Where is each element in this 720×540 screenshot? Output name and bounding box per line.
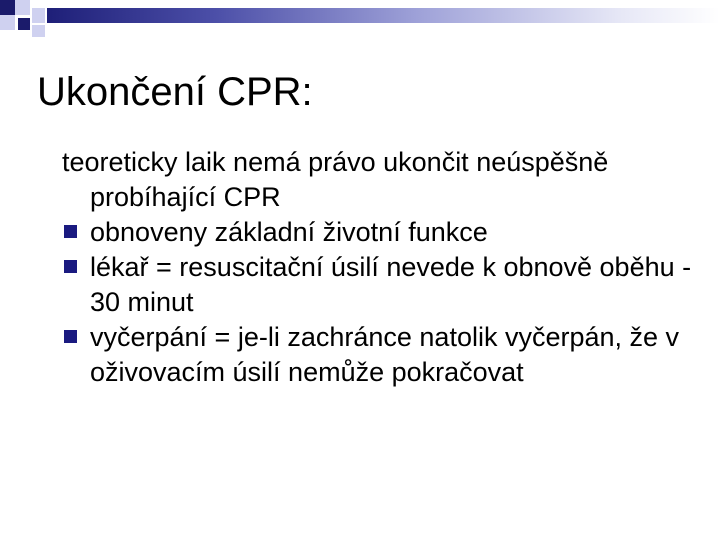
decor-square [32, 8, 45, 23]
bullet-text: lékař = resuscitační úsilí nevede k obnově oběhu - 30 minut [90, 252, 692, 317]
slide-content [62, 145, 702, 390]
bullet-item [62, 320, 702, 390]
decor-square [0, 15, 15, 30]
bullet-text: obnoveny základní životní funkce [90, 217, 488, 247]
bullet-item [62, 215, 702, 250]
header-gradient-bar [47, 8, 720, 23]
intro-paragraph: teoreticky laik nemá právo ukončit neúspěšně probíhající CPR [62, 147, 609, 212]
decor-square [18, 18, 30, 30]
decor-square [0, 0, 15, 15]
decor-square [32, 25, 45, 37]
decor-square [15, 0, 30, 15]
bullet-item [62, 250, 702, 320]
square-bullet-icon [64, 225, 77, 238]
bullet-text: vyčerpání = je-li zachránce natolik vyčerpán, že v oživovacím úsilí nemůže pokračovat [90, 322, 680, 387]
square-bullet-icon [64, 330, 77, 343]
square-bullet-icon [64, 260, 77, 273]
top-decoration [0, 0, 720, 40]
slide-title: Ukončení CPR: [37, 70, 313, 114]
